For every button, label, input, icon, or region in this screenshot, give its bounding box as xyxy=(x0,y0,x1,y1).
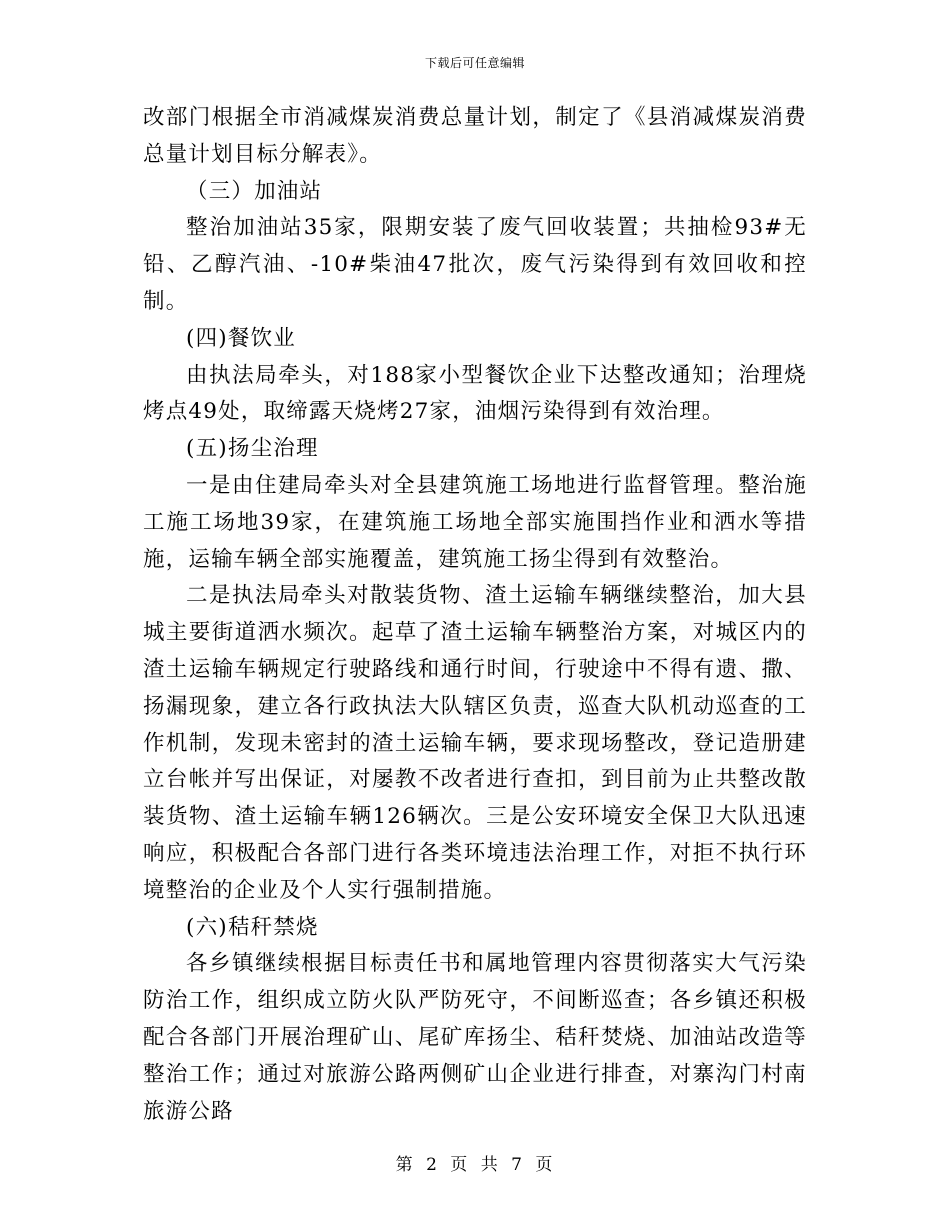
paragraph-dust-control-1: 一是由住建局牵头对全县建筑施工场地进行监督管理。整治施工施工场地39家，在建筑施工场地全部实施围挡作业和洒水等措施，运输车辆全部实施覆盖，建筑施工扬尘得到有效整治。 xyxy=(143,472,807,572)
document-body xyxy=(143,100,807,1130)
paragraph-straw-burning: 各乡镇继续根据目标责任书和属地管理内容贯彻落实大气污染防治工作，组织成立防火队严防死守，不间断巡查；各乡镇还积极配合各部门开展治理矿山、尾矿库扬尘、秸秆焚烧、加油站改造等整治工作；通过对旅游公路两侧矿山企业进行排查，对寨沟门村南旅游公路 xyxy=(143,951,807,1124)
section-heading-straw-burning: (六)秸秆禁烧 xyxy=(186,914,319,940)
paragraph-continuation: 改部门根据全市消减煤炭消费总量计划，制定了《县消减煤炭消费总量计划目标分解表》。 xyxy=(143,105,807,167)
paragraph-dust-control-2: 二是执法局牵头对散装货物、渣土运输车辆继续整治，加大县城主要街道洒水频次。起草了渣土运输车辆整治方案，对城区内的渣土运输车辆规定行驶路线和通行时间，行驶途中不得有遗、撒、扬漏现象，建立各行政执法大队辖区负责，巡查大队机动巡查的工作机制，发现未密封的渣土运输车辆，要求现场整改，登记造册建立台帐并写出保证，对屡教不改者进行查扣，到目前为止共整改散装货物、渣土运输车辆126辆次。三是公安环境安全保卫大队迅速响应，积极配合各部门进行各类环境违法治理工作，对拒不执行环境整治的企业及个人实行强制措施。 xyxy=(143,583,807,903)
page-footer: 第 2 页 共 7 页 xyxy=(395,1155,555,1175)
section-heading-gas-stations: （三）加油站 xyxy=(186,178,323,204)
paragraph-gas-stations: 整治加油站35家，限期安装了废气回收装置；共抽检93#无铅、乙醇汽油、-10#柴油47批次，废气污染得到有效回收和控制。 xyxy=(143,215,807,314)
page-header: 下载后可任意编辑 xyxy=(424,56,525,70)
section-heading-catering: (四)餐饮业 xyxy=(186,325,296,351)
section-heading-dust-control: (五)扬尘治理 xyxy=(186,436,319,462)
paragraph-catering: 由执法局牵头，对188家小型餐饮企业下达整改通知；治理烧烤点49处，取缔露天烧烤27家，油烟污染得到有效治理。 xyxy=(143,362,807,425)
